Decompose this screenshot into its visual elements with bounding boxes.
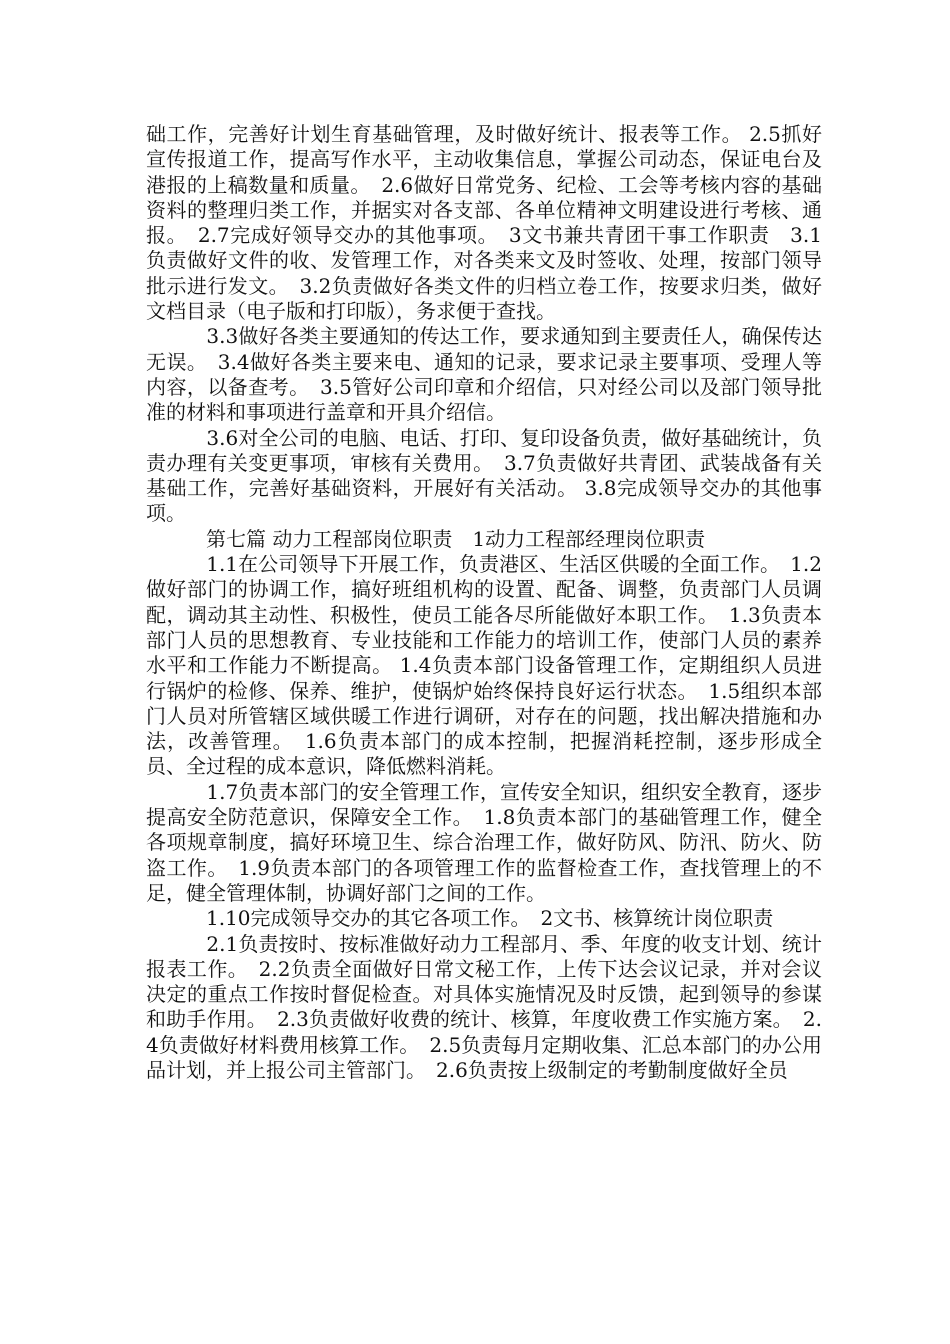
paragraph-7: 1.10完成领导交办的其它各项工作。 2文书、核算统计岗位职责 <box>146 906 774 931</box>
paragraph-6: 1.7负责本部门的安全管理工作，宣传安全知识，组织安全教育，逐步提高安全防范意识，保障安全工作。 1.8负责本部门的基础管理工作，健全各项规章制度，搞好环境卫生、综合治理工作，做好防风、防汛、防火、防盗工作。 1.9负责本部门的各项管理工作的监督检查工作，查找管理上的不足，健全管理体制，协调好部门之间的工作。 <box>146 779 822 905</box>
document-body <box>146 122 822 1083</box>
paragraph-2: 3.3做好各类主要通知的传达工作，要求通知到主要责任人，确保传达无误。 3.4做好各类主要来电、通知的记录，要求记录主要事项、受理人等内容，以备查考。 3.5管好公司印章和介绍信，只对经公司以及部门领导批准的材料和事项进行盖章和开具介绍信。 <box>146 324 822 425</box>
paragraph-3: 3.6对全公司的电脑、电话、打印、复印设备负责，做好基础统计，负责办理有关变更事项，审核有关费用。 3.7负责做好共青团、武装战备有关基础工作，完善好基础资料，开展好有关活动。 3.8完成领导交办的其他事项。 <box>146 425 822 526</box>
paragraph-1: 础工作，完善好计划生育基础管理，及时做好统计、报表等工作。 2.5抓好宣传报道工作，提高写作水平，主动收集信息，掌握公司动态，保证电台及港报的上稿数量和质量。 2.6做好日常党务、纪检、工会等考核内容的基础资料的整理归类工作，并据实对各支部、各单位精神文明建设进行考核、通报。 2.7完成好领导交办的其他事项。 3文书兼共青团干事工作职责 3.1负责做好文件的收、发管理工作，对各类来文及时签收、处理，按部门领导批示进行发文。 3.2负责做好各类文件的归档立卷工作，按要求归类，做好文档目录（电子版和打印版），务求便于查找。 <box>146 122 822 324</box>
paragraph-8: 2.1负责按时、按标准做好动力工程部月、季、年度的收支计划、统计报表工作。 2.2负责全面做好日常文秘工作，上传下达会议记录，并对会议决定的重点工作按时督促检查。对具体实施情况及时反馈，起到领导的参谋和助手作用。 2.3负责做好收费的统计、核算，年度收费工作实施方案。 2.4负责做好材料费用核算工作。 2.5负责每月定期收集、汇总本部门的办公用品计划，并上报公司主管部门。 2.6负责按上级制定的考勤制度做好全员 <box>146 931 822 1082</box>
paragraph-5: 1.1在公司领导下开展工作，负责港区、生活区供暖的全面工作。 1.2做好部门的协调工作，搞好班组机构的设置、配备、调整，负责部门人员调配，调动其主动性、积极性，使员工能各尽所能做好本职工作。 1.3负责本部门人员的思想教育、专业技能和工作能力的培训工作，使部门人员的素养水平和工作能力不断提高。 1.4负责本部门设备管理工作，定期组织人员进行锅炉的检修、保养、维护，使锅炉始终保持良好运行状态。 1.5组织本部门人员对所管辖区域供暖工作进行调研，对存在的问题，找出解决措施和办法，改善管理。 1.6负责本部门的成本控制，把握消耗控制，逐步形成全员、全过程的成本意识，降低燃料消耗。 <box>146 552 822 779</box>
paragraph-4-heading: 第七篇 动力工程部岗位职责 1动力工程部经理岗位职责 <box>146 526 706 551</box>
